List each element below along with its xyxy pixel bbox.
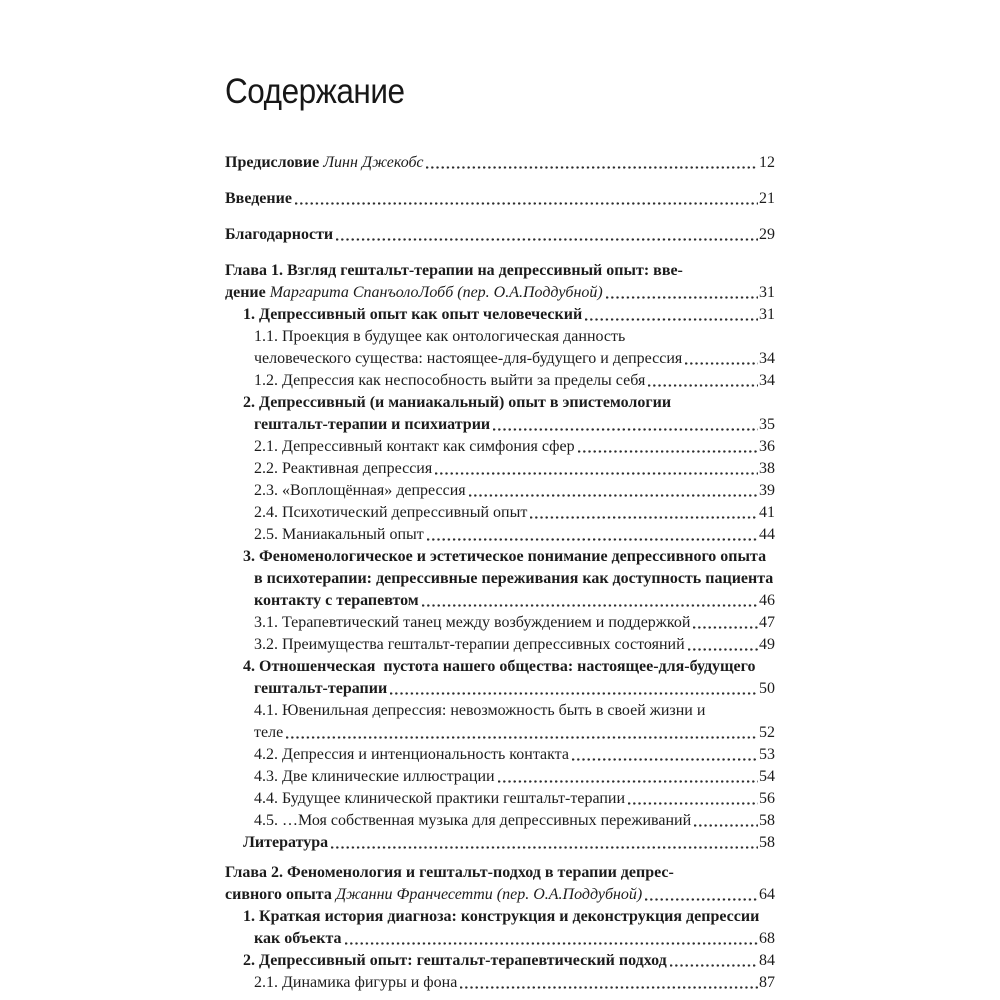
dot-leader xyxy=(688,647,758,652)
toc-line-text xyxy=(225,884,644,906)
toc-line xyxy=(225,906,775,928)
toc-line xyxy=(225,678,775,700)
dot-leader xyxy=(331,845,758,850)
dot-leader xyxy=(685,361,758,366)
page-number: 56 xyxy=(759,790,775,807)
text-run: 2. Депрессивный опыт: гештальт-терапевтический подход xyxy=(243,952,667,969)
text-run: 2.2. Реактивная депрессия xyxy=(254,460,433,477)
toc-line xyxy=(225,480,775,502)
toc-line xyxy=(225,224,775,246)
page-number: 29 xyxy=(759,226,775,243)
text-run: Джанни Франчесетти (пер. О.А.Поддубной) xyxy=(335,886,643,903)
text-run: 2. Депрессивный (и маниакальный) опыт в эпистемологии xyxy=(243,394,672,411)
text-run: 1.2. Депрессия как неспособность выйти за пределы себя xyxy=(254,372,646,389)
text-run: в психотерапии: депрессивные переживания как доступность пациента xyxy=(254,570,774,587)
text-run: 1. Краткая история диагноза: конструкция и деконструкция депрессии xyxy=(243,908,760,925)
page-number: 84 xyxy=(759,952,775,969)
toc-line-text xyxy=(254,370,647,392)
page-number: 31 xyxy=(759,306,775,323)
text-run: как объекта xyxy=(254,930,342,947)
toc-line xyxy=(225,884,775,906)
toc-line xyxy=(225,612,775,634)
dot-leader xyxy=(694,823,758,828)
dot-leader xyxy=(295,201,758,206)
dot-leader xyxy=(336,237,758,242)
toc-line-text xyxy=(254,524,426,546)
dot-leader xyxy=(426,165,758,170)
toc-line xyxy=(225,546,775,568)
toc-line-text xyxy=(254,436,577,458)
toc-line xyxy=(225,832,775,854)
toc-line xyxy=(225,700,775,722)
dot-leader xyxy=(585,317,758,322)
page-number: 53 xyxy=(759,746,775,763)
text-run: 4.1. Ювенильная депрессия: невозможность быть в своей жизни и xyxy=(254,702,706,719)
dot-leader xyxy=(578,449,758,454)
toc-line-text xyxy=(243,656,758,678)
dot-leader xyxy=(469,493,758,498)
text-run: 3.2. Преимущества гештальт-терапии депрессивных состояний xyxy=(254,636,685,653)
dot-leader xyxy=(648,383,758,388)
dot-leader xyxy=(645,897,758,902)
toc-line-text xyxy=(254,326,627,348)
text-run: 2.1. Динамика фигуры и фона xyxy=(254,974,458,991)
dot-leader xyxy=(530,515,758,520)
page-number: 41 xyxy=(759,504,775,521)
dot-leader xyxy=(435,471,758,476)
page-number: 31 xyxy=(759,284,775,301)
text-run: 2.5. Маниакальный опыт xyxy=(254,526,424,543)
toc-line xyxy=(225,260,775,282)
text-run: Литература xyxy=(243,834,329,851)
toc-line-text xyxy=(254,348,684,370)
toc-line xyxy=(225,722,775,744)
text-run: 1. Депрессивный опыт как опыт человеческий xyxy=(243,306,583,323)
text-run: Предисловие xyxy=(225,154,324,171)
toc-line-text xyxy=(225,224,335,246)
text-run: 2.3. «Воплощённая» депрессия xyxy=(254,482,466,499)
text-run: гештальт-терапии и психиатрии xyxy=(254,416,491,433)
page-number: 50 xyxy=(759,680,775,697)
toc-line xyxy=(225,810,775,832)
page-number: 35 xyxy=(759,416,775,433)
text-run: Глава 1. Взгляд гештальт-терапии на депрессивный опыт: вве- xyxy=(225,262,683,279)
text-run: 4.2. Депрессия и интенциональность контакта xyxy=(254,746,569,763)
toc-line xyxy=(225,766,775,788)
toc-line-text xyxy=(254,788,627,810)
toc-line xyxy=(225,326,775,348)
text-run: Линн Джекобс xyxy=(323,154,424,171)
page-number: 58 xyxy=(759,812,775,829)
toc-line xyxy=(225,634,775,656)
page-number: 36 xyxy=(759,438,775,455)
text-run: контакту с терапевтом xyxy=(254,592,419,609)
toc-line-text xyxy=(254,678,389,700)
toc-line xyxy=(225,950,775,972)
page-number: 64 xyxy=(759,886,775,903)
dot-leader xyxy=(427,537,758,542)
toc-line-text xyxy=(243,906,761,928)
toc-line-text xyxy=(225,152,425,174)
toc-line xyxy=(225,282,775,304)
text-run: сивного опыта xyxy=(225,886,336,903)
text-run: 2.1. Депрессивный контакт как симфония сфер xyxy=(254,438,575,455)
dot-leader xyxy=(460,985,758,990)
page-number: 21 xyxy=(759,190,775,207)
dot-leader xyxy=(693,625,758,630)
toc-line-text xyxy=(254,928,344,950)
toc-line-text xyxy=(225,862,676,884)
toc-line-text xyxy=(254,414,492,436)
page-number: 34 xyxy=(759,372,775,389)
toc-line-text xyxy=(243,392,673,414)
toc-line-text xyxy=(254,502,529,524)
text-run: 4.5. …Моя собственная музыка для депрессивных переживаний xyxy=(254,812,692,829)
text-run: дение xyxy=(225,284,270,301)
text-run: 2.4. Психотический депрессивный опыт xyxy=(254,504,528,521)
toc-line xyxy=(225,788,775,810)
book-page xyxy=(225,72,775,994)
page-number: 49 xyxy=(759,636,775,653)
page-title: Содержание xyxy=(225,72,405,111)
text-run: 4.4. Будущее клинической практики гештальт-терапии xyxy=(254,790,626,807)
toc-line-text xyxy=(254,744,571,766)
page-number: 39 xyxy=(759,482,775,499)
page-number: 68 xyxy=(759,930,775,947)
dot-leader xyxy=(422,603,758,608)
toc-line-text xyxy=(225,188,294,210)
dot-leader xyxy=(345,941,759,946)
text-run: 4.3. Две клинические иллюстрации xyxy=(254,768,495,785)
text-run: 1.1. Проекция в будущее как онтологическая данность xyxy=(254,328,626,345)
toc-line-text xyxy=(254,722,285,744)
text-run: Введение xyxy=(225,190,292,207)
toc-line-text xyxy=(254,568,775,590)
page-number: 54 xyxy=(759,768,775,785)
toc-line-text xyxy=(243,950,669,972)
toc-line xyxy=(225,862,775,884)
toc-line xyxy=(225,744,775,766)
dot-leader xyxy=(498,779,758,784)
toc-line-text xyxy=(243,832,330,854)
toc-line-text xyxy=(254,972,459,994)
toc-line xyxy=(225,524,775,546)
page-number: 34 xyxy=(759,350,775,367)
toc-line-text xyxy=(243,546,768,568)
toc-line-text xyxy=(254,480,468,502)
dot-leader xyxy=(670,963,758,968)
toc-line xyxy=(225,188,775,210)
toc-chapter xyxy=(225,862,775,994)
toc-line-text xyxy=(254,700,707,722)
toc-line-text xyxy=(254,766,497,788)
toc-line xyxy=(225,392,775,414)
page-number: 44 xyxy=(759,526,775,543)
page-number: 87 xyxy=(759,974,775,991)
toc-chapter xyxy=(225,260,775,854)
dot-leader xyxy=(572,757,758,762)
toc-line-text xyxy=(225,282,605,304)
table-of-contents xyxy=(225,152,775,994)
toc-line xyxy=(225,152,775,174)
toc-line xyxy=(225,436,775,458)
text-run: Благодарности xyxy=(225,226,334,243)
text-run: Маргарита СпанъолоЛобб (пер. О.А.Поддубной) xyxy=(269,284,603,301)
page-number: 46 xyxy=(759,592,775,609)
toc-line-text xyxy=(254,810,693,832)
text-run: гештальт-терапии xyxy=(254,680,388,697)
page-number: 47 xyxy=(759,614,775,631)
toc-line xyxy=(225,458,775,480)
toc-line xyxy=(225,590,775,612)
toc-line-text xyxy=(254,612,692,634)
page-number: 12 xyxy=(759,154,775,171)
toc-line-text xyxy=(225,260,685,282)
toc-line xyxy=(225,502,775,524)
toc-line xyxy=(225,656,775,678)
toc-line-text xyxy=(254,458,434,480)
page-number: 52 xyxy=(759,724,775,741)
toc-line xyxy=(225,348,775,370)
toc-line xyxy=(225,928,775,950)
text-run: Глава 2. Феноменология и гештальт-подход в терапии депрес- xyxy=(225,864,674,881)
dot-leader xyxy=(606,295,758,300)
page-number: 58 xyxy=(759,834,775,851)
text-run: 3. Феноменологическое и эстетическое понимание депрессивного опыта xyxy=(243,548,767,565)
toc-line xyxy=(225,304,775,326)
toc-line xyxy=(225,972,775,994)
dot-leader xyxy=(390,691,758,696)
text-run: теле xyxy=(254,724,284,741)
text-run: человеческого существа: настоящее-для-будущего и депрессия xyxy=(254,350,683,367)
text-run: 4. Отношенческая пустота нашего общества: настоящее-для-будущего xyxy=(243,658,756,675)
toc-line-text xyxy=(243,304,584,326)
dot-leader xyxy=(286,735,758,740)
dot-leader xyxy=(493,427,758,432)
toc-line xyxy=(225,568,775,590)
toc-line xyxy=(225,414,775,436)
toc-line-text xyxy=(254,590,421,612)
toc-line-text xyxy=(254,634,687,656)
toc-line xyxy=(225,370,775,392)
dot-leader xyxy=(628,801,758,806)
text-run: 3.1. Терапевтический танец между возбуждением и поддержкой xyxy=(254,614,691,631)
page-number: 38 xyxy=(759,460,775,477)
